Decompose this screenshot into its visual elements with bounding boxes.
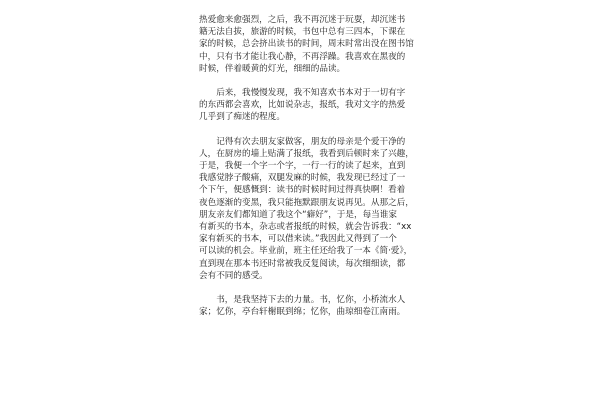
text-line: 夜色逐渐的变黑，我只能拖默跟朋友说再见。从那之后， [199,197,414,208]
text-line: 家；忆你，亭台轩榭眠到绵；忆你，曲琼细卷江南雨。 [199,307,406,318]
text-line: 籍无法自拔，旅游的时候，书包中总有三四本，下课在 [199,27,406,38]
text-line: 可以读的机会。毕业前，班主任还给我了一本《简·爱》， [199,246,413,257]
text-line: 个下午，便感慨到：读书的时候时间过得真快啊！看着 [199,185,406,196]
text-line: 几乎到了痴迷的程度。 [199,112,285,123]
paragraph-2 [199,87,411,124]
text-line: 直到现在那本书还时常被我反复阅读，每次细细读，都 [199,258,406,269]
text-line: 书，是我坚持下去的力量。书，忆你，小桥流水人 [199,295,406,306]
text-line: 的东西都会喜欢，比如说杂志，报纸，我对文字的热爱 [199,100,406,111]
text-line: 热爱愈来愈强烈，之后，我不再沉迷于玩耍，却沉迷书 [199,15,406,25]
text-line: 朋友亲友们都知道了我这个“癖好”，于是，每当谁家 [199,209,397,220]
text-line: 中，只有书才能让我心静，不再浮躁。我喜欢在黑夜的 [199,51,406,62]
paragraph-1 [199,14,414,75]
text-line: 会有不同的感受。 [199,270,268,281]
text-line: 家的时候，总会挤出读书的时间，周末时常出没在图书馆 [199,39,414,50]
text-line: 家有新买的书本，可以借来读。”我因此又得到了一个 [199,234,397,245]
text-line: 人，在厨房的墙上贴满了报纸，我看到后顿时来了兴趣， [199,148,414,159]
text-line: 后来，我慢慢发现，我不知喜欢书本对于一切有字 [199,88,406,99]
paragraph-3 [199,136,414,282]
text-line: 时候，伴着暖黄的灯光，细细的品读。 [199,63,346,74]
text-line: 有新买的书本，杂志或者报纸的时候，就会告诉我：“xx [199,222,412,233]
text-line: 我感觉脖子酸痛，双腿发麻的时候，我发现已经过了一 [199,173,406,184]
paragraph-4 [199,294,411,318]
text-line: 于是，我便一个字一个字，一行一行的读了起来，直到 [199,161,406,172]
document-page [199,14,414,330]
text-line: 记得有次去朋友家做客，朋友的母亲是个爱干净的 [199,136,406,147]
